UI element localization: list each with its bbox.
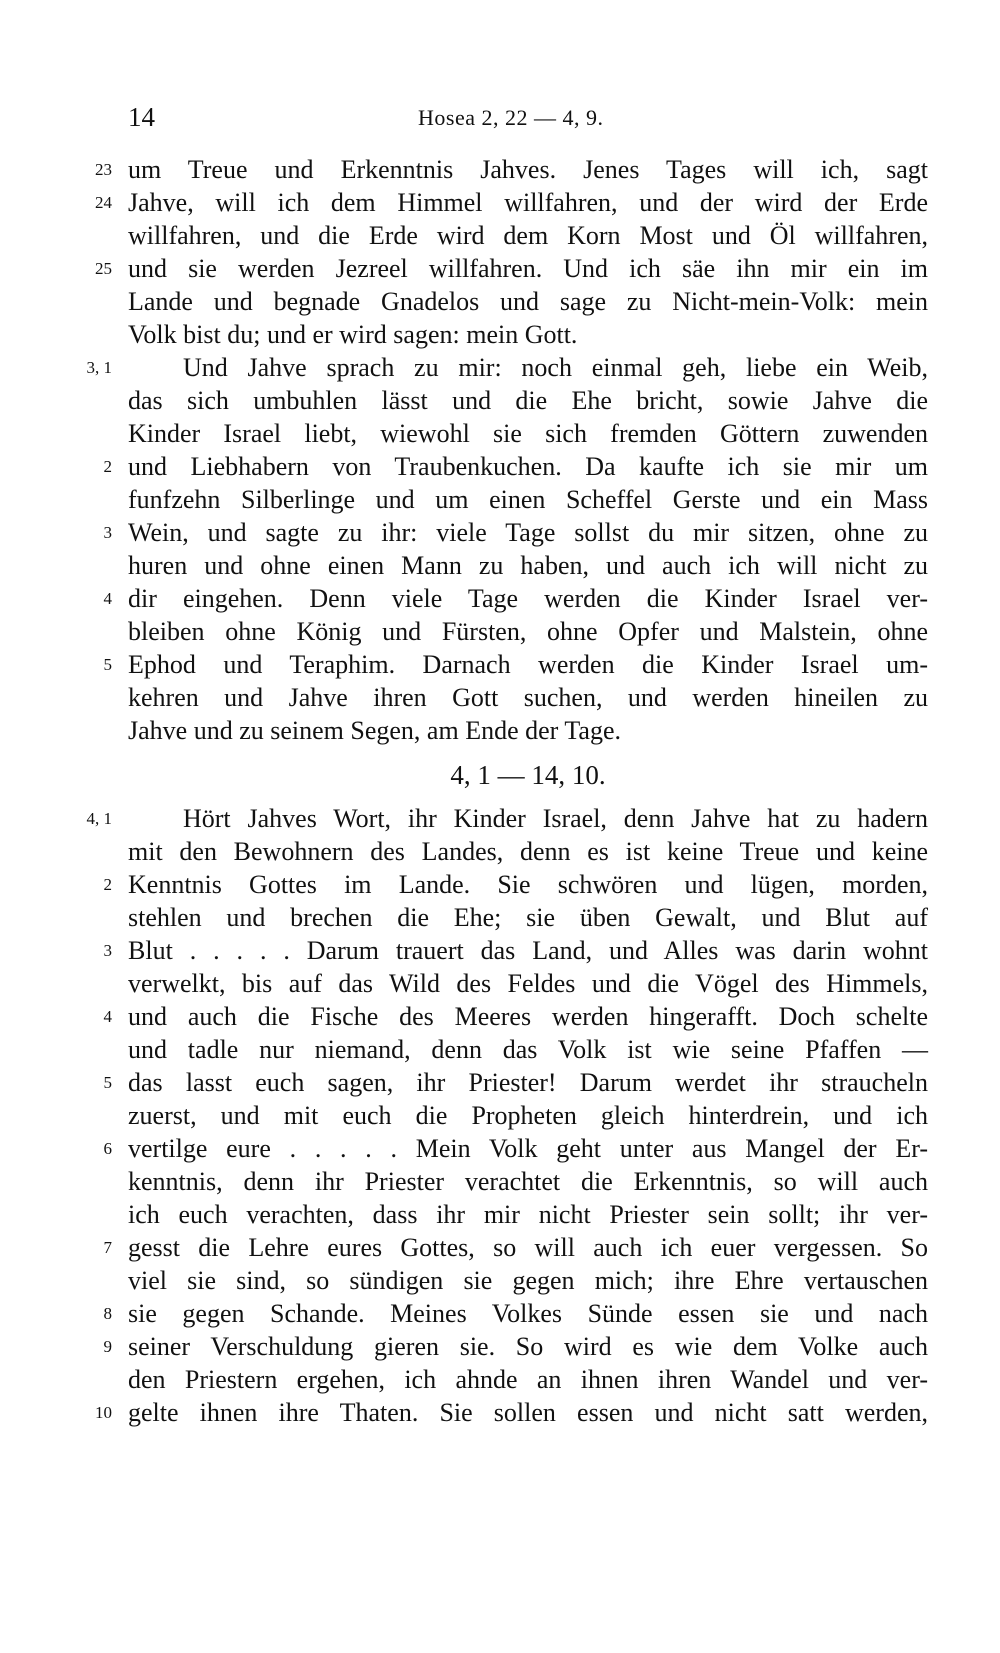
verse-number — [12, 483, 112, 517]
verse-number: 10 — [95, 1403, 112, 1422]
text-line: kehren und Jahve ihren Gott suchen, und werden hineilen zu — [128, 683, 928, 712]
verse-number — [12, 549, 112, 583]
text-line: bleiben ohne König und Fürsten, ohne Opfer und Malstein, ohne — [128, 617, 928, 646]
verse-number — [12, 1363, 112, 1397]
verse-number: 3 — [103, 523, 112, 542]
text-line: Jahve, will ich dem Himmel willfahren, und der wird der Erde — [128, 188, 928, 217]
text-line: Wein, und sagte zu ihr: viele Tage sollst du mir sitzen, ohne zu — [128, 518, 928, 547]
verse-number — [12, 318, 112, 352]
verse-number — [12, 1198, 112, 1232]
verse-number: 9 — [103, 1337, 112, 1356]
running-title: Hosea 2, 22 — 4, 9. — [418, 105, 604, 130]
text-line: und auch die Fische des Meeres werden hingerafft. Doch schelte — [128, 1002, 928, 1031]
text-line: das lasst euch sagen, ihr Priester! Darum werdet ihr straucheln — [128, 1068, 928, 1097]
verse-number — [12, 1033, 112, 1067]
text-line: funfzehn Silberlinge und um einen Scheffel Gerste und ein Mass — [128, 485, 928, 514]
verse-number: 23 — [95, 160, 112, 179]
page-number: 14 — [128, 102, 155, 132]
text-line: Jahve und zu seinem Segen, am Ende der Tage. — [128, 716, 621, 745]
verse-number: 3, 1 — [86, 358, 112, 377]
text-line: viel sie sind, so sündigen sie gegen mich; ihre Ehre vertauschen — [128, 1266, 928, 1295]
verse-number — [12, 1264, 112, 1298]
text-line: Ephod und Teraphim. Darnach werden die Kinder Israel um- — [128, 650, 928, 679]
text-line: dir eingehen. Denn viele Tage werden die Kinder Israel ver- — [128, 584, 928, 613]
verse-number — [12, 714, 112, 748]
verse-number — [12, 681, 112, 715]
text-line: zuerst, und mit euch die Propheten gleich hinterdrein, und ich — [128, 1101, 928, 1130]
verse-number: 24 — [95, 193, 112, 212]
text-line: sie gegen Schande. Meines Volkes Sünde essen sie und nach — [128, 1299, 928, 1328]
verse-number — [12, 1099, 112, 1133]
verse-number: 7 — [103, 1238, 112, 1257]
verse-number — [12, 219, 112, 253]
text-line: Volk bist du; und er wird sagen: mein Gott. — [128, 320, 578, 349]
text-line: um Treue und Erkenntnis Jahves. Jenes Tages will ich, sagt — [128, 155, 928, 184]
verse-number: 4 — [103, 589, 112, 608]
verse-number: 5 — [103, 1073, 112, 1092]
text-line: ich euch verachten, dass ihr mir nicht Priester sein sollt; ihr ver- — [128, 1200, 928, 1229]
text-line: Kinder Israel liebt, wiewohl sie sich fremden Göttern zuwenden — [128, 419, 928, 448]
page-header — [128, 102, 928, 136]
text-line: Blut . . . . . Darum trauert das Land, und Alles was darin wohnt — [128, 936, 928, 965]
verse-number: 2 — [103, 457, 112, 476]
verse-number: 4 — [103, 1007, 112, 1026]
verse-number: 2 — [103, 875, 112, 894]
verse-number — [12, 1165, 112, 1199]
text-line: gesst die Lehre eures Gottes, so will auch ich euer vergessen. So — [128, 1233, 928, 1262]
text-line: das sich umbuhlen lässt und die Ehe bricht, sowie Jahve die — [128, 386, 928, 415]
verse-number — [12, 835, 112, 869]
text-line: und sie werden Jezreel willfahren. Und ich säe ihn mir ein im — [128, 254, 928, 283]
text-line: huren und ohne einen Mann zu haben, und auch ich will nicht zu — [128, 551, 928, 580]
verse-number: 25 — [95, 259, 112, 278]
verse-number — [12, 967, 112, 1001]
text-line: mit den Bewohnern des Landes, denn es ist keine Treue und keine — [128, 837, 928, 866]
verse-number — [12, 901, 112, 935]
section-heading: 4, 1 — 14, 10. — [450, 760, 606, 790]
text-line: seiner Verschuldung gieren sie. So wird es wie dem Volke auch — [128, 1332, 928, 1361]
text-line: stehlen und brechen die Ehe; sie üben Gewalt, und Blut auf — [128, 903, 928, 932]
text-line: gelte ihnen ihre Thaten. Sie sollen essen und nicht satt werden, — [128, 1398, 928, 1427]
verse-number: 3 — [103, 941, 112, 960]
verse-number — [12, 285, 112, 319]
verse-number — [12, 417, 112, 451]
text-line: willfahren, und die Erde wird dem Korn Most und Öl willfahren, — [128, 221, 928, 250]
text-line: Kenntnis Gottes im Lande. Sie schwören und lügen, morden, — [128, 870, 928, 899]
text-line: vertilge eure . . . . . Mein Volk geht unter aus Mangel der Er- — [128, 1134, 928, 1163]
verse-number: 4, 1 — [86, 809, 112, 828]
text-line: verwelkt, bis auf das Wild des Feldes und die Vögel des Himmels, — [128, 969, 928, 998]
text-line: und tadle nur niemand, denn das Volk ist wie seine Pfaffen — — [128, 1035, 928, 1064]
text-line: Und Jahve sprach zu mir: noch einmal geh, liebe ein Weib, — [183, 353, 928, 382]
text-line: den Priestern ergehen, ich ahnde an ihnen ihren Wandel und ver- — [128, 1365, 928, 1394]
verse-number: 8 — [103, 1304, 112, 1323]
text-line: Hört Jahves Wort, ihr Kinder Israel, denn Jahve hat zu hadern — [183, 804, 928, 833]
text-line: kenntnis, denn ihr Priester verachtet die Erkenntnis, so will auch — [128, 1167, 928, 1196]
verse-number — [12, 615, 112, 649]
verse-number — [12, 384, 112, 418]
text-line: Lande und begnade Gnadelos und sage zu Nicht-mein-Volk: mein — [128, 287, 928, 316]
verse-number: 5 — [103, 655, 112, 674]
text-line: und Liebhabern von Traubenkuchen. Da kaufte ich sie mir um — [128, 452, 928, 481]
verse-number: 6 — [103, 1139, 112, 1158]
